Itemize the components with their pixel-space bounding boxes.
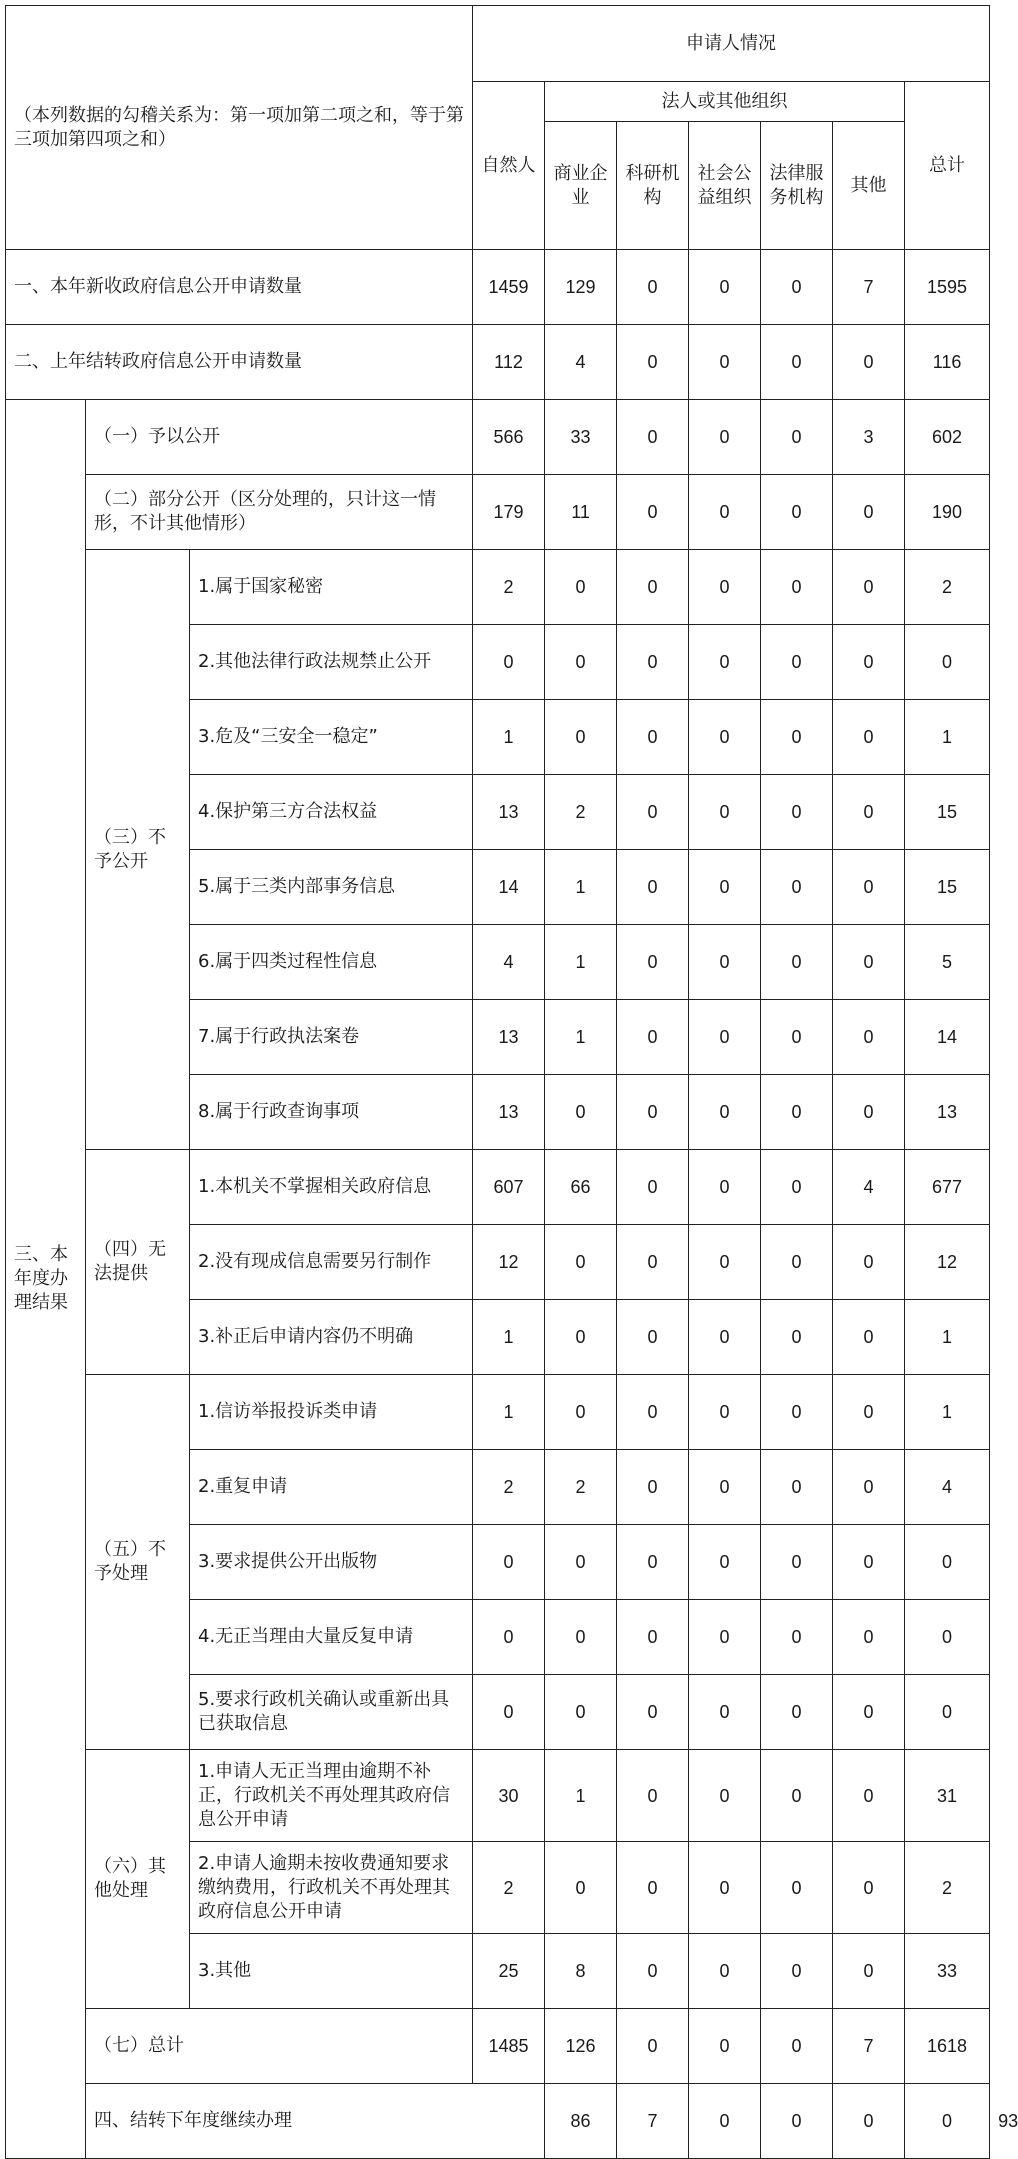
value-cell: 0 — [833, 925, 905, 1000]
value-cell: 0 — [545, 1075, 617, 1150]
row-label: 1.属于国家秘密 — [190, 550, 473, 625]
value-cell: 129 — [545, 250, 617, 325]
value-cell: 0 — [833, 1675, 905, 1750]
value-cell: 607 — [473, 1150, 545, 1225]
row-label: 2.其他法律行政法规禁止公开 — [190, 625, 473, 700]
value-cell: 0 — [761, 2009, 833, 2084]
value-cell: 677 — [905, 1150, 990, 1225]
value-cell: 4 — [545, 325, 617, 400]
value-cell: 0 — [833, 1225, 905, 1300]
value-cell: 0 — [689, 475, 761, 550]
value-cell: 1485 — [473, 2009, 545, 2084]
value-cell: 0 — [617, 250, 689, 325]
value-cell: 1 — [473, 1375, 545, 1450]
row-label: 4.无正当理由大量反复申请 — [190, 1600, 473, 1675]
value-cell: 0 — [905, 1600, 990, 1675]
value-cell: 30 — [473, 1750, 545, 1842]
value-cell: 0 — [617, 550, 689, 625]
value-cell: 15 — [905, 850, 990, 925]
value-cell: 0 — [617, 400, 689, 475]
value-cell: 0 — [617, 1934, 689, 2009]
value-cell: 0 — [761, 1750, 833, 1842]
value-cell: 0 — [473, 1525, 545, 1600]
col-natural-person: 自然人 — [473, 82, 545, 250]
row-label: 1.本机关不掌握相关政府信息 — [190, 1150, 473, 1225]
value-cell: 11 — [545, 475, 617, 550]
value-cell: 1 — [545, 1750, 617, 1842]
value-cell: 2 — [473, 1842, 545, 1934]
value-cell: 0 — [833, 1525, 905, 1600]
value-cell: 0 — [689, 625, 761, 700]
value-cell: 0 — [617, 925, 689, 1000]
value-cell: 0 — [689, 1225, 761, 1300]
value-cell: 566 — [473, 400, 545, 475]
row-label: 3.其他 — [190, 1934, 473, 2009]
value-cell: 0 — [761, 550, 833, 625]
group-result-label: 三、本年度办理结果 — [6, 400, 86, 2159]
row-label: 5.要求行政机关确认或重新出具已获取信息 — [190, 1675, 473, 1750]
value-cell: 190 — [905, 475, 990, 550]
row-label: 四、结转下年度继续办理 — [86, 2084, 545, 2159]
value-cell: 0 — [689, 700, 761, 775]
value-cell: 0 — [833, 550, 905, 625]
value-cell: 0 — [545, 1600, 617, 1675]
value-cell: 0 — [617, 1225, 689, 1300]
value-cell: 2 — [905, 1842, 990, 1934]
value-cell: 0 — [833, 625, 905, 700]
value-cell: 0 — [761, 700, 833, 775]
value-cell: 0 — [761, 2084, 833, 2159]
value-cell: 0 — [689, 1000, 761, 1075]
value-cell: 0 — [689, 250, 761, 325]
value-cell: 0 — [689, 2009, 761, 2084]
value-cell: 7 — [833, 250, 905, 325]
value-cell: 0 — [689, 2084, 761, 2159]
row-label: 2.申请人逾期未按收费通知要求缴纳费用，行政机关不再处理其政府信息公开申请 — [190, 1842, 473, 1934]
value-cell: 1 — [545, 925, 617, 1000]
row-label: 8.属于行政查询事项 — [190, 1075, 473, 1150]
col-commercial: 商业企业 — [545, 122, 617, 250]
value-cell: 0 — [905, 1525, 990, 1600]
value-cell: 1 — [905, 1375, 990, 1450]
value-cell: 0 — [833, 1000, 905, 1075]
col-other: 其他 — [833, 122, 905, 250]
value-cell: 0 — [761, 1600, 833, 1675]
value-cell: 0 — [617, 1525, 689, 1600]
value-cell: 0 — [545, 1225, 617, 1300]
value-cell: 0 — [617, 1300, 689, 1375]
row-label: 5.属于三类内部事务信息 — [190, 850, 473, 925]
value-cell: 0 — [617, 325, 689, 400]
value-cell: 0 — [761, 1150, 833, 1225]
value-cell: 2 — [545, 1450, 617, 1525]
value-cell: 0 — [761, 325, 833, 400]
value-cell: 31 — [905, 1750, 990, 1842]
value-cell: 0 — [617, 1375, 689, 1450]
col-legal-service: 法律服务机构 — [761, 122, 833, 250]
row-label: 3.危及“三安全一稳定” — [190, 700, 473, 775]
value-cell: 33 — [545, 400, 617, 475]
value-cell: 1 — [905, 700, 990, 775]
row-label: （一）予以公开 — [86, 400, 473, 475]
value-cell: 0 — [833, 1934, 905, 2009]
value-cell: 0 — [689, 1600, 761, 1675]
value-cell: 0 — [545, 550, 617, 625]
value-cell: 0 — [833, 1600, 905, 1675]
legal-org-header: 法人或其他组织 — [545, 82, 905, 122]
value-cell: 0 — [689, 1934, 761, 2009]
value-cell: 0 — [761, 1300, 833, 1375]
value-cell: 0 — [761, 1375, 833, 1450]
value-cell: 14 — [473, 850, 545, 925]
value-cell: 0 — [761, 1934, 833, 2009]
value-cell: 0 — [545, 1842, 617, 1934]
row-label: 1.申请人无正当理由逾期不补正，行政机关不再处理其政府信息公开申请 — [190, 1750, 473, 1842]
value-cell: 0 — [689, 1675, 761, 1750]
row-label: 3.要求提供公开出版物 — [190, 1525, 473, 1600]
value-cell: 2 — [905, 550, 990, 625]
value-cell: 1 — [473, 1300, 545, 1375]
row-label: （二）部分公开（区分处理的，只计这一情形，不计其他情形） — [86, 475, 473, 550]
value-cell: 0 — [689, 925, 761, 1000]
value-cell: 0 — [473, 1600, 545, 1675]
value-cell: 12 — [473, 1225, 545, 1300]
value-cell: 3 — [833, 400, 905, 475]
value-cell: 0 — [905, 2084, 990, 2159]
value-cell: 0 — [689, 850, 761, 925]
value-cell: 0 — [617, 1750, 689, 1842]
value-cell: 8 — [545, 1934, 617, 2009]
value-cell: 0 — [689, 400, 761, 475]
value-cell: 0 — [689, 1150, 761, 1225]
value-cell: 0 — [545, 1525, 617, 1600]
value-cell: 0 — [689, 1525, 761, 1600]
value-cell: 0 — [833, 2084, 905, 2159]
value-cell: 2 — [545, 775, 617, 850]
value-cell: 4 — [833, 1150, 905, 1225]
value-cell: 1 — [905, 1300, 990, 1375]
row-label: 3.补正后申请内容仍不明确 — [190, 1300, 473, 1375]
value-cell: 0 — [473, 625, 545, 700]
value-cell: 0 — [761, 925, 833, 1000]
value-cell: 0 — [761, 475, 833, 550]
value-cell: 0 — [617, 1075, 689, 1150]
value-cell: 4 — [905, 1450, 990, 1525]
value-cell: 0 — [833, 475, 905, 550]
value-cell: 0 — [617, 1600, 689, 1675]
value-cell: 112 — [473, 325, 545, 400]
value-cell: 0 — [761, 1000, 833, 1075]
value-cell: 0 — [833, 1300, 905, 1375]
value-cell: 0 — [617, 1450, 689, 1525]
value-cell: 0 — [617, 625, 689, 700]
value-cell: 13 — [473, 1075, 545, 1150]
value-cell: 0 — [761, 1675, 833, 1750]
value-cell: 13 — [473, 775, 545, 850]
value-cell: 15 — [905, 775, 990, 850]
value-cell: 1595 — [905, 250, 990, 325]
row-label: 一、本年新收政府信息公开申请数量 — [6, 250, 473, 325]
value-cell: 0 — [689, 1842, 761, 1934]
value-cell: 0 — [689, 325, 761, 400]
value-cell: 116 — [905, 325, 990, 400]
value-cell: 0 — [905, 1675, 990, 1750]
value-cell: 0 — [545, 1300, 617, 1375]
value-cell: 0 — [617, 700, 689, 775]
value-cell: 0 — [617, 1675, 689, 1750]
value-cell: 0 — [833, 325, 905, 400]
value-cell: 0 — [689, 1075, 761, 1150]
value-cell: 0 — [833, 1750, 905, 1842]
value-cell: 0 — [689, 1750, 761, 1842]
value-cell: 0 — [689, 1450, 761, 1525]
value-cell: 0 — [761, 250, 833, 325]
value-cell: 0 — [617, 1842, 689, 1934]
value-cell: 0 — [617, 1000, 689, 1075]
col-research: 科研机构 — [617, 122, 689, 250]
row-label: 2.重复申请 — [190, 1450, 473, 1525]
value-cell: 0 — [617, 1150, 689, 1225]
row-label: 2.没有现成信息需要另行制作 — [190, 1225, 473, 1300]
row-label: 7.属于行政执法案卷 — [190, 1000, 473, 1075]
col-public-welfare: 社会公益组织 — [689, 122, 761, 250]
value-cell: 1 — [473, 700, 545, 775]
value-cell: 0 — [761, 850, 833, 925]
value-cell: 0 — [617, 2009, 689, 2084]
value-cell: 0 — [617, 775, 689, 850]
value-cell: 126 — [545, 2009, 617, 2084]
checksum-note: （本列数据的勾稽关系为：第一项加第二项之和，等于第三项加第四项之和） — [6, 6, 473, 250]
value-cell: 14 — [905, 1000, 990, 1075]
value-cell: 179 — [473, 475, 545, 550]
value-cell: 0 — [833, 850, 905, 925]
value-cell: 0 — [833, 1450, 905, 1525]
value-cell: 0 — [761, 1842, 833, 1934]
value-cell: 1 — [545, 850, 617, 925]
value-cell: 0 — [473, 1675, 545, 1750]
value-cell: 0 — [761, 625, 833, 700]
row-label: 1.信访举报投诉类申请 — [190, 1375, 473, 1450]
value-cell: 4 — [473, 925, 545, 1000]
value-cell: 0 — [545, 1375, 617, 1450]
group-other-handling-label: （六）其他处理 — [86, 1750, 190, 2009]
value-cell: 0 — [761, 1225, 833, 1300]
value-cell: 0 — [617, 475, 689, 550]
value-cell: 0 — [905, 625, 990, 700]
value-cell: 0 — [689, 550, 761, 625]
value-cell: 602 — [905, 400, 990, 475]
value-cell: 0 — [617, 850, 689, 925]
value-cell: 0 — [545, 625, 617, 700]
value-cell: 0 — [761, 400, 833, 475]
value-cell: 0 — [833, 700, 905, 775]
row-label: 6.属于四类过程性信息 — [190, 925, 473, 1000]
value-cell: 12 — [905, 1225, 990, 1300]
value-cell: 0 — [833, 1842, 905, 1934]
value-cell: 0 — [545, 700, 617, 775]
value-cell: 0 — [833, 1075, 905, 1150]
value-cell: 0 — [689, 775, 761, 850]
value-cell: 2 — [473, 550, 545, 625]
value-cell: 0 — [833, 1375, 905, 1450]
disclosure-stats-table: （本列数据的勾稽关系为：第一项加第二项之和，等于第三项加第四项之和） 申请人情况 自然人 法人或其他组织 总计 商业企业 科研机构 社会公益组织 法律服务机构 其他 一、本年新收政府信息公开申请数量 1459 129 0 0 0 7 1595 二、上年结转政府信息公开申请数量 112 4 0 0 0 0 116 三、本年度办理结果 （一）予以公开 566 33 0 0 0 3 602 （二）部分公开（区分处理的，只计这一情形，不计其他情形） 179 11 0 0 0 0 190 （三）不予公开 1.属于国家秘密 2 0 0 0 0 0 2 2.其他法律行政法规禁止公开 0 0 0 0 0 0 0 3.危及“三安全一稳定” 1 0 0 0 0 0 1 4.保护第三方合法权益 13 2 0 0 0 0 15 5.属于三类内部事务信息 14 1 0 0 0 0 15 6.属于四类过程性信息 4 1 0 0 0 0 5 7.属于行政执法案卷 13 1 0 0 0 0 14 8.属于行政查询事项 13 0 0 0 0 0 13 （四）无法提供 1.本机关不掌握相关政府信息 607 66 0 0 0 4 677 2.没有现成信息需要另行制作 12 0 0 0 0 0 12 3.补正后申请内容仍不明确 1 0 0 0 0 0 1 （五）不予处理 1.信访举报投诉类申请 1 0 0 0 0 0 1 2.重复申请 2 2 0 0 0 0 4 3.要求提供公开出版物 0 0 0 0 0 0 0 4.无正当理由大量反复申请 0 0 0 0 0 0 0 5.要求行政机关确认或重新出具已获取信息 0 0 0 0 0 0 0 （六）其他处理 1.申请人无正当理由逾期不补正，行政机关不再处理其政府信息公开申请 30 1 0 0 0 0 31 2.申请人逾期未按收费通知要求缴纳费用，行政机关不再处理其政府信息公开申请 2 0 0 0 0 0 2 3.其他 25 8 0 0 0 0 33 （七）总计 1485 126 0 0 0 7 1618 四、结转下年度继续办理 86 7 0 0 0 0 93 — [5, 5, 990, 2159]
value-cell: 0 — [761, 1450, 833, 1525]
value-cell: 0 — [689, 1300, 761, 1375]
value-cell: 1618 — [905, 2009, 990, 2084]
group-not-processed-label: （五）不予处理 — [86, 1375, 190, 1750]
applicant-header: 申请人情况 — [473, 6, 990, 82]
value-cell: 0 — [761, 1075, 833, 1150]
row-label: 4.保护第三方合法权益 — [190, 775, 473, 850]
value-cell: 0 — [833, 775, 905, 850]
value-cell: 33 — [905, 1934, 990, 2009]
group-withheld-label: （三）不予公开 — [86, 550, 190, 1150]
value-cell: 13 — [473, 1000, 545, 1075]
value-cell: 2 — [473, 1450, 545, 1525]
value-cell: 7 — [833, 2009, 905, 2084]
value-cell: 0 — [545, 1675, 617, 1750]
value-cell: 0 — [689, 1375, 761, 1450]
row-label: 二、上年结转政府信息公开申请数量 — [6, 325, 473, 400]
group-unavailable-label: （四）无法提供 — [86, 1150, 190, 1375]
value-cell: 0 — [761, 775, 833, 850]
value-cell: 5 — [905, 925, 990, 1000]
row-label: （七）总计 — [86, 2009, 473, 2084]
value-cell: 1 — [545, 1000, 617, 1075]
value-cell: 66 — [545, 1150, 617, 1225]
value-cell: 1459 — [473, 250, 545, 325]
value-cell: 86 — [545, 2084, 617, 2159]
value-cell: 0 — [761, 1525, 833, 1600]
col-total: 总计 — [905, 82, 990, 250]
value-cell: 25 — [473, 1934, 545, 2009]
value-cell: 13 — [905, 1075, 990, 1150]
value-cell: 7 — [617, 2084, 689, 2159]
